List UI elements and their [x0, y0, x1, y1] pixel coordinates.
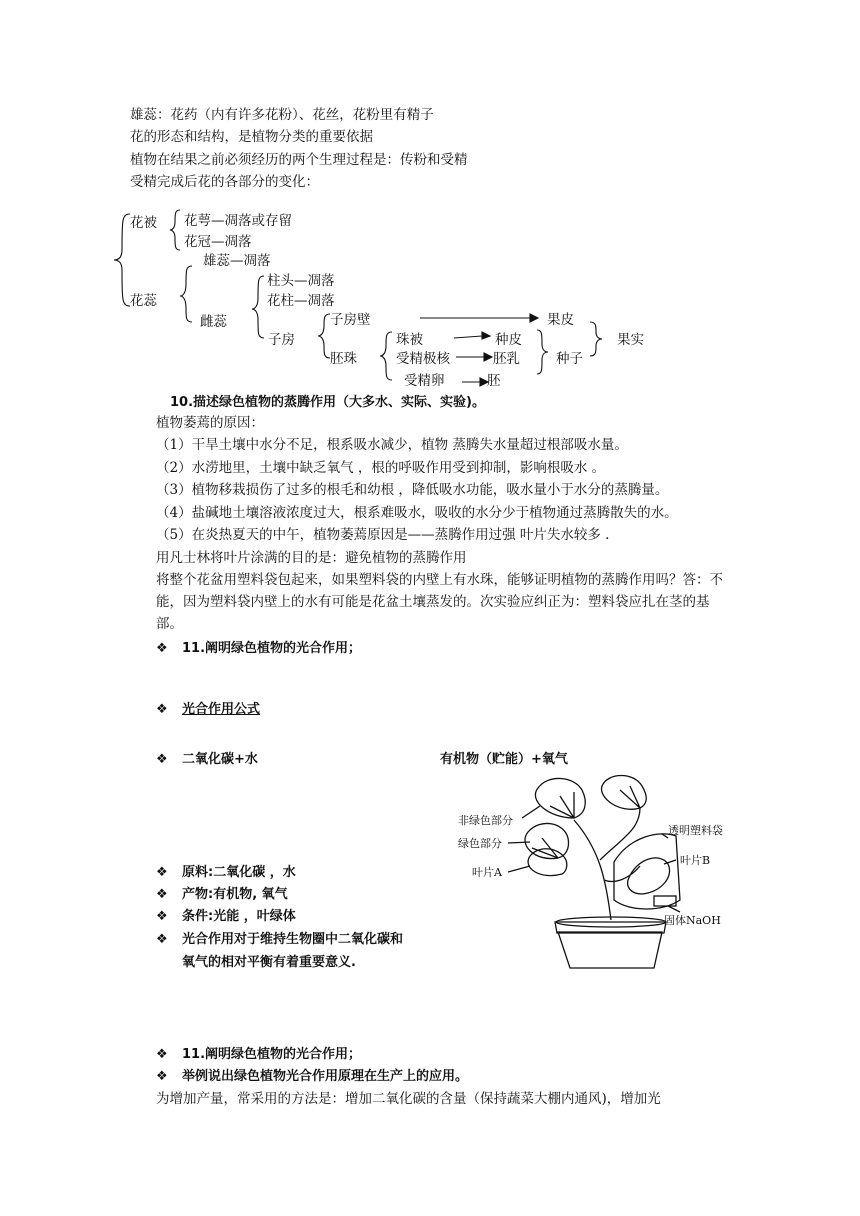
formula-right: 有机物（贮能）+氧气: [440, 752, 568, 767]
bullet-icon: ❖: [156, 1047, 168, 1062]
diagram-pei: 胚: [487, 373, 501, 389]
leaf-b: [628, 858, 670, 894]
intro-line-2: 花的形态和结构，是植物分类的重要依据: [130, 129, 373, 145]
diagram-cirui: 雌蕊: [200, 314, 227, 330]
diagram-guopi: 果皮: [547, 312, 574, 328]
diagram-huazhu: 花柱—凋落: [267, 293, 335, 309]
intro-line-3: 植物在结果之前必须经历的两个生理过程是：传粉和受精: [130, 152, 468, 168]
diagram-zifangbi: 子房壁: [330, 312, 371, 328]
diagram-guoshi: 果实: [617, 332, 644, 348]
section-10-title: 10.描述绿色植物的蒸腾作用（大多水、实际、实验)。: [170, 395, 485, 410]
formula-left: 二氧化碳+水: [182, 752, 258, 767]
diagram-zhubei: 珠被: [396, 332, 423, 348]
bullet-icon: ❖: [156, 1069, 168, 1084]
label-leaf-a: 叶片A: [472, 866, 502, 879]
bullet-icon: ❖: [156, 865, 168, 880]
bag-experiment-text: 将整个花盆用塑料袋包起来，如果塑料袋的内壁上有水珠，能够证明植物的蒸腾作用吗？答：不能，因为塑料袋内壁上的水有可能是花盆土壤蒸发的。次实验应纠正为：塑料袋应扎在茎的基部。: [156, 572, 723, 632]
example-heading: 举例说出绿色植物光合作用原理在生产上的应用。: [182, 1069, 469, 1084]
leaf-top-right: [602, 776, 647, 810]
formula-heading: 光合作用公式: [182, 702, 261, 717]
stem: [574, 808, 640, 920]
conditions: 条件:光能 ，叶绿体: [182, 909, 296, 924]
label-leaf-b: 叶片B: [680, 854, 711, 867]
diagram-huae: 花萼—凋落或存留: [184, 213, 292, 229]
wilt-reason-3: （3）植物移栽损伤了过多的根毛和幼根 ，降低吸水功能，吸水量小于水分的蒸腾量。: [156, 482, 669, 498]
diagram-peizhu: 胚珠: [330, 351, 357, 367]
label-naoh: 固体NaOH: [664, 914, 721, 927]
diagram-xiongrui: 雄蕊—凋落: [203, 253, 271, 269]
diagram-huabei: 花被: [130, 215, 157, 231]
label-nongreen: 非绿色部分: [458, 814, 513, 827]
wilt-reason-4: （4）盐碱地土壤溶液浓度过大，根系难吸水，吸收的水分少于植物通过蒸腾散失的水。: [156, 505, 678, 521]
wilt-heading: 植物萎蔫的原因：: [156, 415, 264, 431]
pot: [558, 932, 662, 968]
products: 产物:有机物, 氧气: [182, 887, 288, 902]
diagram-zhongzi: 种子: [556, 351, 583, 367]
diagram-huaguan: 花冠—凋落: [184, 234, 252, 250]
bullet-icon: ❖: [156, 641, 168, 656]
raw-materials: 原料:二氧化碳 ，水: [182, 865, 296, 880]
diagram-zhutou: 柱头—凋落: [267, 273, 335, 289]
bullet-icon: ❖: [156, 909, 168, 924]
intro-line-4: 受精完成后花的各部分的变化：: [130, 174, 319, 190]
bullet-icon: ❖: [156, 932, 168, 947]
section-11-title-repeat: 11.阐明绿色植物的光合作用；: [182, 1047, 362, 1062]
label-green: 绿色部分: [458, 837, 502, 850]
diagram-shoujingluan: 受精卵: [404, 373, 445, 389]
label-bag: 透明塑料袋: [668, 824, 723, 837]
diagram-peiru: 胚乳: [493, 351, 520, 367]
vaseline-line: 用凡士林将叶片涂满的目的是：避免植物的蒸腾作用: [156, 550, 467, 566]
intro-line-1: 雄蕊：花药（内有许多花粉）、花丝，花粉里有精子: [130, 107, 434, 123]
bullet-icon: ❖: [156, 887, 168, 902]
section-11-title: 11.阐明绿色植物的光合作用；: [182, 641, 362, 656]
balance-line-1: 光合作用对于维持生物圈中二氧化碳和: [182, 932, 404, 947]
wilt-reason-1: （1）干旱土壤中水分不足，根系吸水减少，植物 蒸腾失水量超过根部吸水量。: [156, 437, 628, 453]
leaf-top-left: [535, 778, 585, 818]
diagram-zifang: 子房: [268, 332, 295, 348]
bullet-icon: ❖: [156, 752, 168, 767]
balance-line-2: 氧气的相对平衡有着重要意义.: [182, 955, 356, 970]
diagram-huarui: 花蕊: [130, 293, 157, 309]
last-line: 为增加产量，常采用的方法是：增加二氧化碳的含量（保持蔬菜大棚内通风)，增加光: [156, 1091, 661, 1107]
diagram-zhongpi: 种皮: [495, 332, 522, 348]
wilt-reason-5: （5）在炎热夏天的中午，植物萎蔫原因是——蒸腾作用过强 叶片失水较多 .: [156, 527, 610, 543]
diagram-shoujingjihe: 受精极核: [396, 351, 450, 367]
bullet-icon: ❖: [156, 702, 168, 717]
leaf-a: [528, 849, 567, 876]
wilt-reason-2: （2）水涝地里，土壤中缺乏氧气 ，根的呼吸作用受到抑制，影响根吸水 。: [156, 460, 606, 476]
